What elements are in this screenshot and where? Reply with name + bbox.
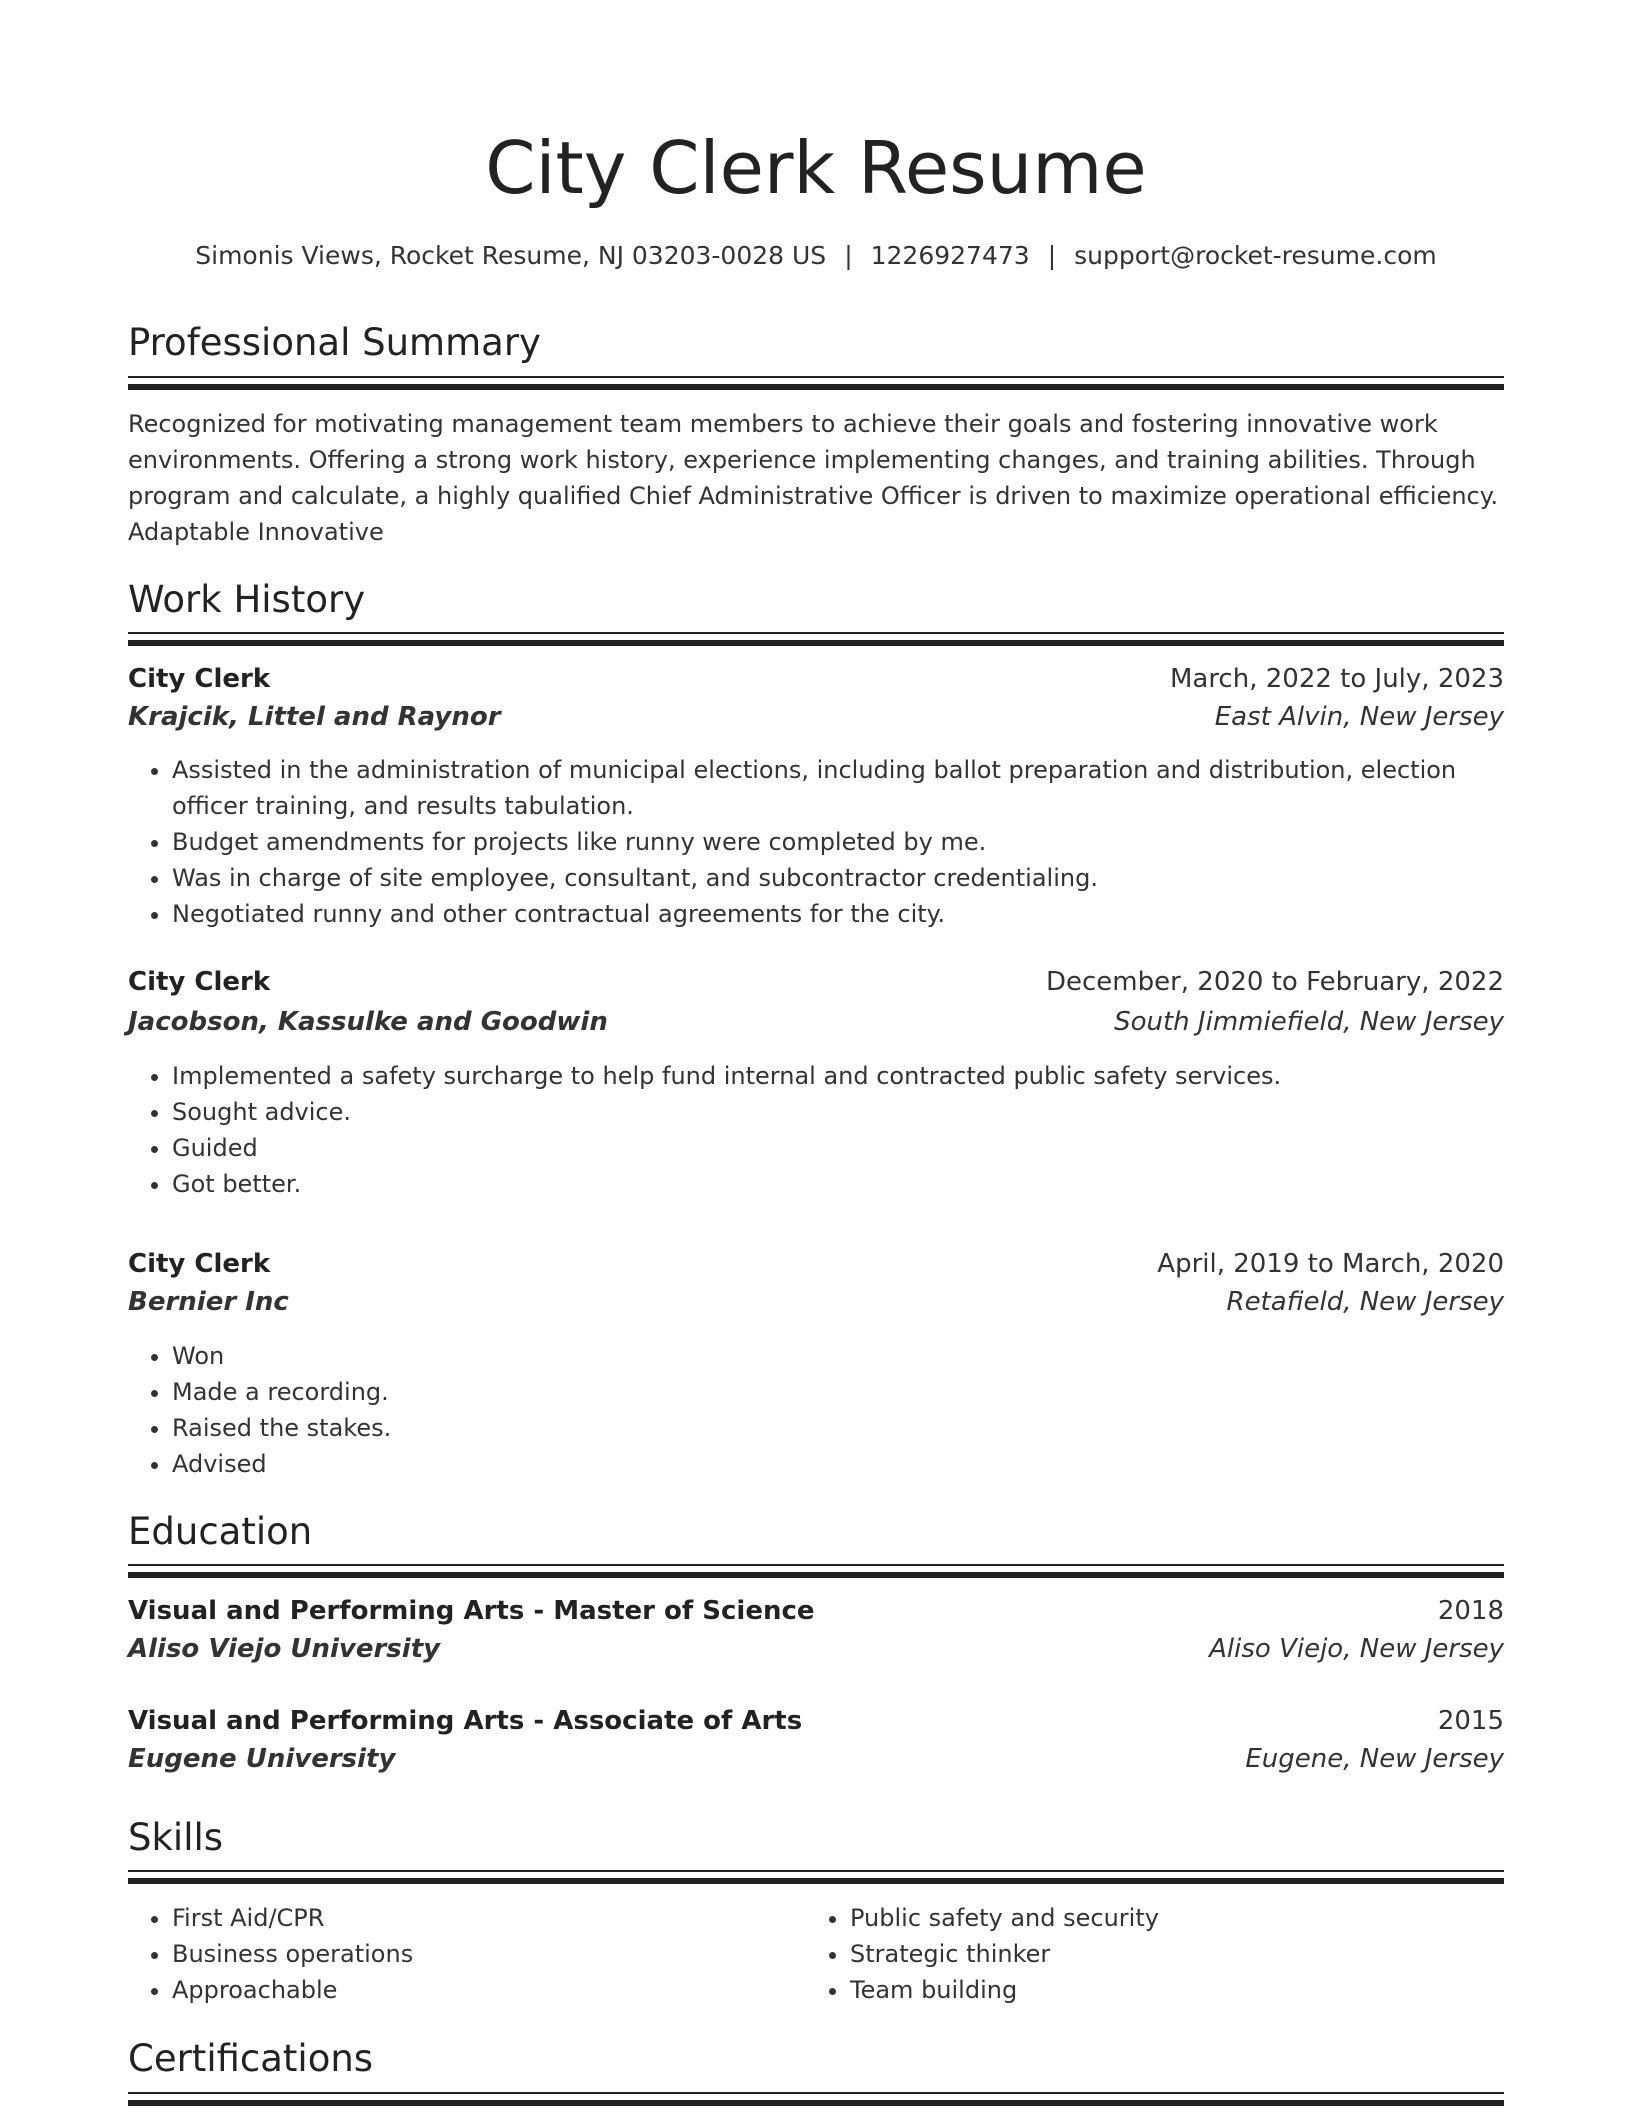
section-heading-education: Education: [128, 1510, 313, 1553]
job-dates: December, 2020 to February, 2022: [1045, 967, 1504, 997]
skill-item: • Business operations: [172, 1936, 808, 1972]
job-title: City Clerk: [128, 967, 271, 997]
section-heading-skills: Skills: [128, 1816, 224, 1859]
education-school-row: [128, 1740, 1504, 1778]
list-item: • Was in charge of site employee, consultant, and subcontractor credentialing.: [172, 860, 1504, 896]
contact-line: [128, 238, 1504, 274]
list-item: • Got better.: [172, 1166, 1504, 1202]
job-header: [128, 963, 1504, 1001]
contact-phone: 1226927473: [870, 241, 1030, 270]
list-item: • Made a recording.: [172, 1374, 1504, 1410]
education-degree: Visual and Performing Arts - Associate of Arts: [128, 1706, 803, 1736]
section-divider: [128, 1564, 1504, 1578]
list-item: • Implemented a safety surcharge to help fund internal and contracted public safety services.: [172, 1058, 1504, 1094]
skill-item: • Team building: [850, 1972, 1486, 2008]
section-divider: [128, 2092, 1504, 2106]
skills-list-left: [128, 1900, 808, 2008]
job-title: City Clerk: [128, 664, 271, 694]
education-location: Eugene, New Jersey: [1245, 1744, 1504, 1774]
skill-item: • Approachable: [172, 1972, 808, 2008]
education-school: Eugene University: [128, 1744, 396, 1774]
education-year: 2018: [1437, 1596, 1504, 1626]
job-bullets: [128, 752, 1504, 932]
resume-title: City Clerk Resume: [485, 126, 1147, 210]
skill-item: • Public safety and security: [850, 1900, 1486, 1936]
education-header: [128, 1592, 1504, 1630]
contact-separator: |: [1047, 241, 1057, 270]
list-item: • Sought advice.: [172, 1094, 1504, 1130]
skill-item: • First Aid/CPR: [172, 1900, 808, 1936]
job-employer-row: [128, 1003, 1504, 1041]
section-divider: [128, 1870, 1504, 1884]
list-item: • Guided: [172, 1130, 1504, 1166]
job-location: East Alvin, New Jersey: [1214, 702, 1504, 732]
job-header: [128, 660, 1504, 698]
list-item: • Advised: [172, 1446, 1504, 1482]
job-employer-row: [128, 698, 1504, 736]
job-bullets: [128, 1338, 1504, 1482]
education-location: Aliso Viejo, New Jersey: [1209, 1634, 1504, 1664]
education-school: Aliso Viejo University: [128, 1634, 441, 1664]
job-employer-row: [128, 1283, 1504, 1321]
list-item: • Budget amendments for projects like runny were completed by me.: [172, 824, 1504, 860]
list-item: • Assisted in the administration of municipal elections, including ballot preparation and distribution, election officer training, and results tabulation.: [172, 752, 1504, 824]
job-header: [128, 1245, 1504, 1283]
job-location: Retafield, New Jersey: [1226, 1287, 1504, 1317]
list-item: • Won: [172, 1338, 1504, 1374]
education-year: 2015: [1437, 1706, 1504, 1736]
job-company: Krajcik, Littel and Raynor: [128, 702, 501, 732]
job-company: Bernier Inc: [128, 1287, 289, 1317]
skill-item: • Strategic thinker: [850, 1936, 1486, 1972]
section-heading-summary: Professional Summary: [128, 321, 541, 364]
contact-address: Simonis Views, Rocket Resume, NJ 03203-0028 US: [195, 241, 827, 270]
skills-list-right: [806, 1900, 1486, 2008]
job-dates: March, 2022 to July, 2023: [1169, 664, 1504, 694]
section-divider: [128, 632, 1504, 646]
job-location: South Jimmiefield, New Jersey: [1114, 1007, 1504, 1037]
contact-email: support@rocket-resume.com: [1074, 241, 1437, 270]
education-header: [128, 1702, 1504, 1740]
contact-separator: |: [844, 241, 853, 270]
section-heading-certifications: Certifications: [128, 2037, 374, 2080]
education-degree: Visual and Performing Arts - Master of Science: [128, 1596, 815, 1626]
section-divider: [128, 376, 1504, 390]
section-heading-work-history: Work History: [128, 578, 366, 621]
summary-text: Recognized for motivating management team members to achieve their goals and fostering innovative work environments. Offering a strong work history, experience implementing changes, and training abilities. Through program and calculate, a highly qualified Chief Administrative Officer is driven to maximize operational efficiency. Adaptable Innovative: [128, 410, 1499, 546]
list-item: • Negotiated runny and other contractual agreements for the city.: [172, 896, 1504, 932]
job-dates: April, 2019 to March, 2020: [1157, 1249, 1504, 1279]
education-school-row: [128, 1630, 1504, 1668]
job-bullets: [128, 1058, 1504, 1202]
job-company: Jacobson, Kassulke and Goodwin: [128, 1007, 608, 1037]
job-title: City Clerk: [128, 1249, 271, 1279]
list-item: • Raised the stakes.: [172, 1410, 1504, 1446]
